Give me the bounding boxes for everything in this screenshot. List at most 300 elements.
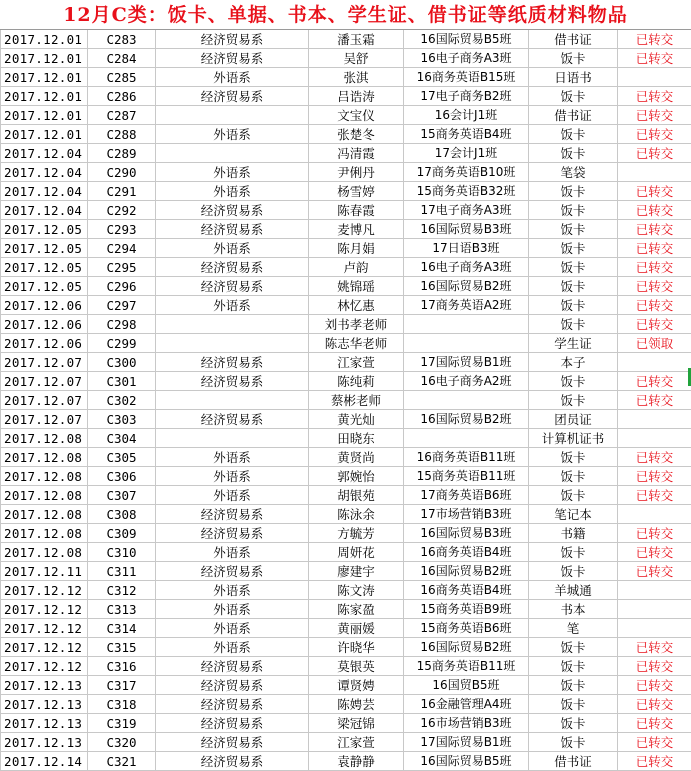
cell-item[interactable]: 饭卡 <box>529 486 618 505</box>
cell-item[interactable]: 日语书 <box>529 68 618 87</box>
cell-item[interactable]: 饭卡 <box>529 543 618 562</box>
cell-class[interactable]: 16市场营销B3班 <box>404 714 529 733</box>
cell-date[interactable]: 2017.12.08 <box>1 448 88 467</box>
cell-status[interactable] <box>618 163 691 182</box>
cell-status[interactable]: 已转交 <box>618 201 691 220</box>
cell-class[interactable]: 16金融管理A4班 <box>404 695 529 714</box>
cell-name[interactable]: 尹俐丹 <box>309 163 404 182</box>
table-row <box>1 296 691 315</box>
cell-item[interactable]: 饭卡 <box>529 201 618 220</box>
cell-name[interactable]: 卢韵 <box>309 258 404 277</box>
cell-date[interactable]: 2017.12.07 <box>1 391 88 410</box>
cell-status[interactable]: 已转交 <box>618 543 691 562</box>
cell-name[interactable]: 方毓芳 <box>309 524 404 543</box>
cell-class[interactable]: 16国际贸易B2班 <box>404 638 529 657</box>
cell-name[interactable]: 周妍花 <box>309 543 404 562</box>
cell-status[interactable]: 已领取 <box>618 334 691 353</box>
cell-item[interactable]: 笔 <box>529 619 618 638</box>
cell-code[interactable]: C292 <box>88 201 156 220</box>
cell-department[interactable]: 经济贸易系 <box>156 220 309 239</box>
cell-code[interactable]: C284 <box>88 49 156 68</box>
cell-class[interactable]: 16国际贸易B2班 <box>404 277 529 296</box>
cell-date[interactable]: 2017.12.12 <box>1 619 88 638</box>
cell-date[interactable]: 2017.12.14 <box>1 752 88 771</box>
cell-name[interactable]: 文宝仪 <box>309 106 404 125</box>
cell-department[interactable]: 经济贸易系 <box>156 87 309 106</box>
cell-class[interactable]: 17市场营销B3班 <box>404 505 529 524</box>
cell-item[interactable]: 团员证 <box>529 410 618 429</box>
cell-code[interactable]: C296 <box>88 277 156 296</box>
cell-class[interactable]: 17商务英语B6班 <box>404 486 529 505</box>
cell-name[interactable]: 张淇 <box>309 68 404 87</box>
cell-item[interactable]: 饭卡 <box>529 49 618 68</box>
cell-department[interactable]: 外语系 <box>156 638 309 657</box>
table-row <box>1 391 691 410</box>
cell-item[interactable]: 饭卡 <box>529 372 618 391</box>
cell-date[interactable]: 2017.12.13 <box>1 714 88 733</box>
cell-item[interactable]: 饭卡 <box>529 220 618 239</box>
cell-status[interactable]: 已转交 <box>618 467 691 486</box>
cell-department[interactable] <box>156 106 309 125</box>
cell-status[interactable] <box>618 353 691 372</box>
cell-date[interactable]: 2017.12.06 <box>1 334 88 353</box>
cell-date[interactable]: 2017.12.06 <box>1 315 88 334</box>
table-row <box>1 220 691 239</box>
cell-class[interactable] <box>404 391 529 410</box>
cell-item[interactable]: 笔袋 <box>529 163 618 182</box>
cell-code[interactable]: C298 <box>88 315 156 334</box>
cell-code[interactable]: C288 <box>88 125 156 144</box>
cell-code[interactable]: C311 <box>88 562 156 581</box>
cell-item[interactable]: 借书证 <box>529 752 618 771</box>
cell-class[interactable] <box>404 334 529 353</box>
cell-class[interactable]: 16国贸B5班 <box>404 676 529 695</box>
cell-code[interactable]: C287 <box>88 106 156 125</box>
cell-date[interactable]: 2017.12.04 <box>1 201 88 220</box>
cell-item[interactable]: 学生证 <box>529 334 618 353</box>
cell-name[interactable]: 胡银苑 <box>309 486 404 505</box>
cell-class[interactable]: 16国际贸易B3班 <box>404 524 529 543</box>
cell-item[interactable]: 饭卡 <box>529 467 618 486</box>
cell-date[interactable]: 2017.12.05 <box>1 239 88 258</box>
cell-date[interactable]: 2017.12.08 <box>1 505 88 524</box>
cell-name[interactable]: 田晓东 <box>309 429 404 448</box>
cell-name[interactable]: 吴舒 <box>309 49 404 68</box>
cell-department[interactable]: 经济贸易系 <box>156 277 309 296</box>
cell-date[interactable]: 2017.12.12 <box>1 600 88 619</box>
cell-code[interactable]: C321 <box>88 752 156 771</box>
cell-class[interactable]: 17国际贸易B1班 <box>404 733 529 752</box>
cell-name[interactable]: 廖建宇 <box>309 562 404 581</box>
cell-item[interactable]: 饭卡 <box>529 144 618 163</box>
cell-date[interactable]: 2017.12.07 <box>1 410 88 429</box>
cell-item[interactable]: 饭卡 <box>529 258 618 277</box>
cell-department[interactable]: 经济贸易系 <box>156 353 309 372</box>
cell-code[interactable]: C314 <box>88 619 156 638</box>
cell-item[interactable]: 借书证 <box>529 106 618 125</box>
cell-class[interactable]: 16国际贸易B3班 <box>404 220 529 239</box>
cell-date[interactable]: 2017.12.13 <box>1 676 88 695</box>
table-row <box>1 277 691 296</box>
cell-item[interactable]: 借书证 <box>529 30 618 49</box>
cell-class[interactable]: 15商务英语B4班 <box>404 125 529 144</box>
cell-department[interactable]: 外语系 <box>156 125 309 144</box>
cell-name[interactable]: 陈纯莉 <box>309 372 404 391</box>
cell-class[interactable]: 17日语B3班 <box>404 239 529 258</box>
cell-class[interactable]: 16电子商务A2班 <box>404 372 529 391</box>
cell-item[interactable]: 羊城通 <box>529 581 618 600</box>
cell-name[interactable]: 杨雪婷 <box>309 182 404 201</box>
cell-class[interactable]: 15商务英语B9班 <box>404 600 529 619</box>
cell-name[interactable]: 陈志华老师 <box>309 334 404 353</box>
cell-date[interactable]: 2017.12.01 <box>1 87 88 106</box>
cell-item[interactable]: 饭卡 <box>529 562 618 581</box>
cell-item[interactable]: 饭卡 <box>529 448 618 467</box>
cell-code[interactable]: C303 <box>88 410 156 429</box>
cell-department[interactable]: 外语系 <box>156 296 309 315</box>
cell-department[interactable]: 经济贸易系 <box>156 733 309 752</box>
cell-class[interactable]: 15商务英语B32班 <box>404 182 529 201</box>
cell-date[interactable]: 2017.12.04 <box>1 144 88 163</box>
cell-class[interactable]: 15商务英语B6班 <box>404 619 529 638</box>
cell-status[interactable]: 已转交 <box>618 733 691 752</box>
table-row <box>1 657 691 676</box>
cell-department[interactable]: 外语系 <box>156 448 309 467</box>
cell-date[interactable]: 2017.12.01 <box>1 30 88 49</box>
table-row <box>1 695 691 714</box>
cell-item[interactable]: 饭卡 <box>529 296 618 315</box>
cell-department[interactable]: 经济贸易系 <box>156 752 309 771</box>
cell-date[interactable]: 2017.12.04 <box>1 182 88 201</box>
cell-class[interactable]: 17国际贸易B1班 <box>404 353 529 372</box>
cell-item[interactable]: 书本 <box>529 600 618 619</box>
cell-name[interactable]: 袁静静 <box>309 752 404 771</box>
cell-item[interactable]: 饭卡 <box>529 182 618 201</box>
cell-status[interactable]: 已转交 <box>618 524 691 543</box>
cell-status[interactable]: 已转交 <box>618 638 691 657</box>
cell-name[interactable]: 冯清霞 <box>309 144 404 163</box>
cell-department[interactable]: 经济贸易系 <box>156 657 309 676</box>
table-row <box>1 87 691 106</box>
cell-status[interactable]: 已转交 <box>618 239 691 258</box>
cell-status[interactable]: 已转交 <box>618 182 691 201</box>
cell-code[interactable]: C306 <box>88 467 156 486</box>
table-row <box>1 733 691 752</box>
cell-date[interactable]: 2017.12.01 <box>1 68 88 87</box>
cell-status[interactable]: 已转交 <box>618 657 691 676</box>
cell-department[interactable] <box>156 315 309 334</box>
cell-class[interactable]: 16国际贸易B5班 <box>404 752 529 771</box>
cell-date[interactable]: 2017.12.13 <box>1 695 88 714</box>
cell-name[interactable]: 陈春霞 <box>309 201 404 220</box>
cell-name[interactable]: 莫银英 <box>309 657 404 676</box>
cell-class[interactable]: 16商务英语B11班 <box>404 448 529 467</box>
table-row <box>1 353 691 372</box>
cell-status[interactable] <box>618 619 691 638</box>
cell-department[interactable] <box>156 144 309 163</box>
cell-item[interactable]: 饭卡 <box>529 695 618 714</box>
cell-code[interactable]: C286 <box>88 87 156 106</box>
cell-code[interactable]: C318 <box>88 695 156 714</box>
cell-code[interactable]: C294 <box>88 239 156 258</box>
cell-class[interactable]: 16电子商务A3班 <box>404 258 529 277</box>
cell-name[interactable]: 郭婉怡 <box>309 467 404 486</box>
table-row <box>1 467 691 486</box>
cell-date[interactable]: 2017.12.07 <box>1 372 88 391</box>
cell-department[interactable]: 经济贸易系 <box>156 30 309 49</box>
cell-code[interactable]: C307 <box>88 486 156 505</box>
cell-code[interactable]: C313 <box>88 600 156 619</box>
cell-code[interactable]: C285 <box>88 68 156 87</box>
cell-name[interactable]: 谭贤娉 <box>309 676 404 695</box>
cell-name[interactable]: 刘书孝老师 <box>309 315 404 334</box>
cell-status[interactable]: 已转交 <box>618 277 691 296</box>
cell-status[interactable] <box>618 429 691 448</box>
cell-item[interactable]: 饭卡 <box>529 239 618 258</box>
cell-department[interactable]: 外语系 <box>156 68 309 87</box>
cell-name[interactable]: 陈月娟 <box>309 239 404 258</box>
cell-class[interactable]: 16国际贸易B2班 <box>404 562 529 581</box>
cell-class[interactable]: 17商务英语A2班 <box>404 296 529 315</box>
cell-class[interactable]: 15商务英语B11班 <box>404 467 529 486</box>
cell-status[interactable]: 已转交 <box>618 144 691 163</box>
cell-date[interactable]: 2017.12.05 <box>1 220 88 239</box>
cell-name[interactable]: 张楚冬 <box>309 125 404 144</box>
cell-class[interactable]: 17商务英语B10班 <box>404 163 529 182</box>
cell-class[interactable] <box>404 429 529 448</box>
cell-item[interactable]: 计算机证书 <box>529 429 618 448</box>
cell-status[interactable]: 已转交 <box>618 391 691 410</box>
cell-name[interactable]: 陈家盈 <box>309 600 404 619</box>
cell-department[interactable]: 经济贸易系 <box>156 524 309 543</box>
table-row <box>1 106 691 125</box>
cell-code[interactable]: C320 <box>88 733 156 752</box>
cell-status[interactable]: 已转交 <box>618 695 691 714</box>
cell-name[interactable]: 姚锦瑶 <box>309 277 404 296</box>
cell-code[interactable]: C317 <box>88 676 156 695</box>
cell-code[interactable]: C290 <box>88 163 156 182</box>
cell-status[interactable]: 已转交 <box>618 106 691 125</box>
table-row <box>1 315 691 334</box>
cell-item[interactable]: 饭卡 <box>529 676 618 695</box>
cell-code[interactable]: C312 <box>88 581 156 600</box>
cell-code[interactable]: C309 <box>88 524 156 543</box>
cell-code[interactable]: C301 <box>88 372 156 391</box>
cell-name[interactable]: 吕诰涛 <box>309 87 404 106</box>
cell-status[interactable]: 已转交 <box>618 258 691 277</box>
cell-status[interactable]: 已转交 <box>618 49 691 68</box>
table-row <box>1 182 691 201</box>
cell-name[interactable]: 黄贤尚 <box>309 448 404 467</box>
cell-item[interactable]: 书籍 <box>529 524 618 543</box>
cell-department[interactable] <box>156 391 309 410</box>
cell-code[interactable]: C299 <box>88 334 156 353</box>
cell-date[interactable]: 2017.12.08 <box>1 543 88 562</box>
cell-item[interactable]: 饭卡 <box>529 638 618 657</box>
cell-department[interactable] <box>156 429 309 448</box>
cell-class[interactable] <box>404 315 529 334</box>
cell-class[interactable]: 16电子商务A3班 <box>404 49 529 68</box>
cell-date[interactable]: 2017.12.06 <box>1 296 88 315</box>
cell-name[interactable]: 陈文涛 <box>309 581 404 600</box>
cell-status[interactable]: 已转交 <box>618 562 691 581</box>
cell-code[interactable]: C297 <box>88 296 156 315</box>
cell-class[interactable]: 17会计J1班 <box>404 144 529 163</box>
cell-name[interactable]: 江家萱 <box>309 733 404 752</box>
cell-department[interactable]: 外语系 <box>156 163 309 182</box>
cell-code[interactable]: C283 <box>88 30 156 49</box>
cell-class[interactable]: 16商务英语B15班 <box>404 68 529 87</box>
cell-name[interactable]: 梁冠锦 <box>309 714 404 733</box>
cell-name[interactable]: 林忆惠 <box>309 296 404 315</box>
cell-date[interactable]: 2017.12.12 <box>1 638 88 657</box>
cell-item[interactable]: 饭卡 <box>529 391 618 410</box>
cell-status[interactable]: 已转交 <box>618 676 691 695</box>
cell-code[interactable]: C304 <box>88 429 156 448</box>
cell-class[interactable]: 16商务英语B4班 <box>404 581 529 600</box>
cell-item[interactable]: 饭卡 <box>529 277 618 296</box>
cell-department[interactable]: 外语系 <box>156 182 309 201</box>
cell-name[interactable]: 黄光灿 <box>309 410 404 429</box>
cell-department[interactable]: 外语系 <box>156 581 309 600</box>
cell-status[interactable]: 已转交 <box>618 315 691 334</box>
table-row <box>1 30 691 49</box>
table-row <box>1 163 691 182</box>
cell-date[interactable]: 2017.12.01 <box>1 49 88 68</box>
table-row <box>1 486 691 505</box>
cell-class[interactable]: 16国际贸易B5班 <box>404 30 529 49</box>
cell-name[interactable]: 蔡彬老师 <box>309 391 404 410</box>
cell-status[interactable]: 已转交 <box>618 30 691 49</box>
cell-date[interactable]: 2017.12.08 <box>1 467 88 486</box>
cell-department[interactable]: 经济贸易系 <box>156 676 309 695</box>
cell-name[interactable]: 陈泳余 <box>309 505 404 524</box>
cell-date[interactable]: 2017.12.05 <box>1 258 88 277</box>
cell-department[interactable]: 经济贸易系 <box>156 505 309 524</box>
cell-status[interactable] <box>618 505 691 524</box>
cell-name[interactable]: 黄丽媛 <box>309 619 404 638</box>
cell-name[interactable]: 陈娉芸 <box>309 695 404 714</box>
cell-code[interactable]: C293 <box>88 220 156 239</box>
cell-item[interactable]: 笔记本 <box>529 505 618 524</box>
cell-name[interactable]: 江家萱 <box>309 353 404 372</box>
table-row <box>1 600 691 619</box>
cell-status[interactable] <box>618 68 691 87</box>
cell-date[interactable]: 2017.12.11 <box>1 562 88 581</box>
cell-date[interactable]: 2017.12.12 <box>1 657 88 676</box>
table-row <box>1 524 691 543</box>
cell-class[interactable]: 16会计J1班 <box>404 106 529 125</box>
cell-item[interactable]: 饭卡 <box>529 657 618 676</box>
table-row <box>1 144 691 163</box>
table-row <box>1 125 691 144</box>
cell-department[interactable]: 经济贸易系 <box>156 562 309 581</box>
cell-item[interactable]: 饭卡 <box>529 87 618 106</box>
table-row <box>1 258 691 277</box>
cell-department[interactable]: 经济贸易系 <box>156 714 309 733</box>
cell-date[interactable]: 2017.12.05 <box>1 277 88 296</box>
cell-code[interactable]: C291 <box>88 182 156 201</box>
cell-date[interactable]: 2017.12.08 <box>1 524 88 543</box>
cell-class[interactable]: 16商务英语B4班 <box>404 543 529 562</box>
cell-class[interactable]: 15商务英语B11班 <box>404 657 529 676</box>
cell-status[interactable]: 已转交 <box>618 714 691 733</box>
cell-code[interactable]: C295 <box>88 258 156 277</box>
cell-status[interactable] <box>618 410 691 429</box>
cell-code[interactable]: C305 <box>88 448 156 467</box>
cell-status[interactable]: 已转交 <box>618 486 691 505</box>
cell-date[interactable]: 2017.12.08 <box>1 486 88 505</box>
cell-date[interactable]: 2017.12.07 <box>1 353 88 372</box>
cell-department[interactable] <box>156 334 309 353</box>
table-row <box>1 410 691 429</box>
cell-department[interactable]: 经济贸易系 <box>156 695 309 714</box>
cell-status[interactable]: 已转交 <box>618 87 691 106</box>
records-table <box>0 30 691 771</box>
cell-code[interactable]: C310 <box>88 543 156 562</box>
cell-department[interactable]: 经济贸易系 <box>156 410 309 429</box>
cell-code[interactable]: C308 <box>88 505 156 524</box>
cell-code[interactable]: C302 <box>88 391 156 410</box>
cell-department[interactable]: 外语系 <box>156 600 309 619</box>
cell-date[interactable]: 2017.12.08 <box>1 429 88 448</box>
cell-department[interactable]: 经济贸易系 <box>156 49 309 68</box>
cell-item[interactable]: 饭卡 <box>529 733 618 752</box>
cell-department[interactable]: 外语系 <box>156 486 309 505</box>
cell-department[interactable]: 外语系 <box>156 543 309 562</box>
cell-date[interactable]: 2017.12.13 <box>1 733 88 752</box>
cell-status[interactable]: 已转交 <box>618 372 691 391</box>
cell-date[interactable]: 2017.12.04 <box>1 163 88 182</box>
table-row <box>1 201 691 220</box>
cell-status[interactable]: 已转交 <box>618 296 691 315</box>
cell-date[interactable]: 2017.12.01 <box>1 106 88 125</box>
cell-status[interactable] <box>618 581 691 600</box>
cell-code[interactable]: C316 <box>88 657 156 676</box>
cell-item[interactable]: 本子 <box>529 353 618 372</box>
cell-code[interactable]: C300 <box>88 353 156 372</box>
table-row <box>1 448 691 467</box>
cell-code[interactable]: C315 <box>88 638 156 657</box>
cell-status[interactable]: 已转交 <box>618 220 691 239</box>
cell-department[interactable]: 经济贸易系 <box>156 372 309 391</box>
cell-item[interactable]: 饭卡 <box>529 125 618 144</box>
cell-department[interactable]: 外语系 <box>156 619 309 638</box>
cell-status[interactable]: 已转交 <box>618 125 691 144</box>
cell-name[interactable]: 许晓华 <box>309 638 404 657</box>
cell-status[interactable]: 已转交 <box>618 448 691 467</box>
cell-date[interactable]: 2017.12.12 <box>1 581 88 600</box>
cell-department[interactable]: 外语系 <box>156 467 309 486</box>
cell-name[interactable]: 麦博凡 <box>309 220 404 239</box>
cell-department[interactable]: 外语系 <box>156 239 309 258</box>
cell-name[interactable]: 潘玉霜 <box>309 30 404 49</box>
cell-code[interactable]: C289 <box>88 144 156 163</box>
cell-status[interactable]: 已转交 <box>618 752 691 771</box>
page-title: 12月C类：饭卡、单据、书本、学生证、借书证等纸质材料物品 <box>0 0 691 30</box>
cell-department[interactable]: 经济贸易系 <box>156 201 309 220</box>
cell-date[interactable]: 2017.12.01 <box>1 125 88 144</box>
cell-item[interactable]: 饭卡 <box>529 315 618 334</box>
cell-class[interactable]: 16国际贸易B2班 <box>404 410 529 429</box>
cell-department[interactable]: 经济贸易系 <box>156 258 309 277</box>
cell-class[interactable]: 17电子商务A3班 <box>404 201 529 220</box>
cell-item[interactable]: 饭卡 <box>529 714 618 733</box>
cell-class[interactable]: 17电子商务B2班 <box>404 87 529 106</box>
cell-code[interactable]: C319 <box>88 714 156 733</box>
cell-status[interactable] <box>618 600 691 619</box>
table-row <box>1 562 691 581</box>
